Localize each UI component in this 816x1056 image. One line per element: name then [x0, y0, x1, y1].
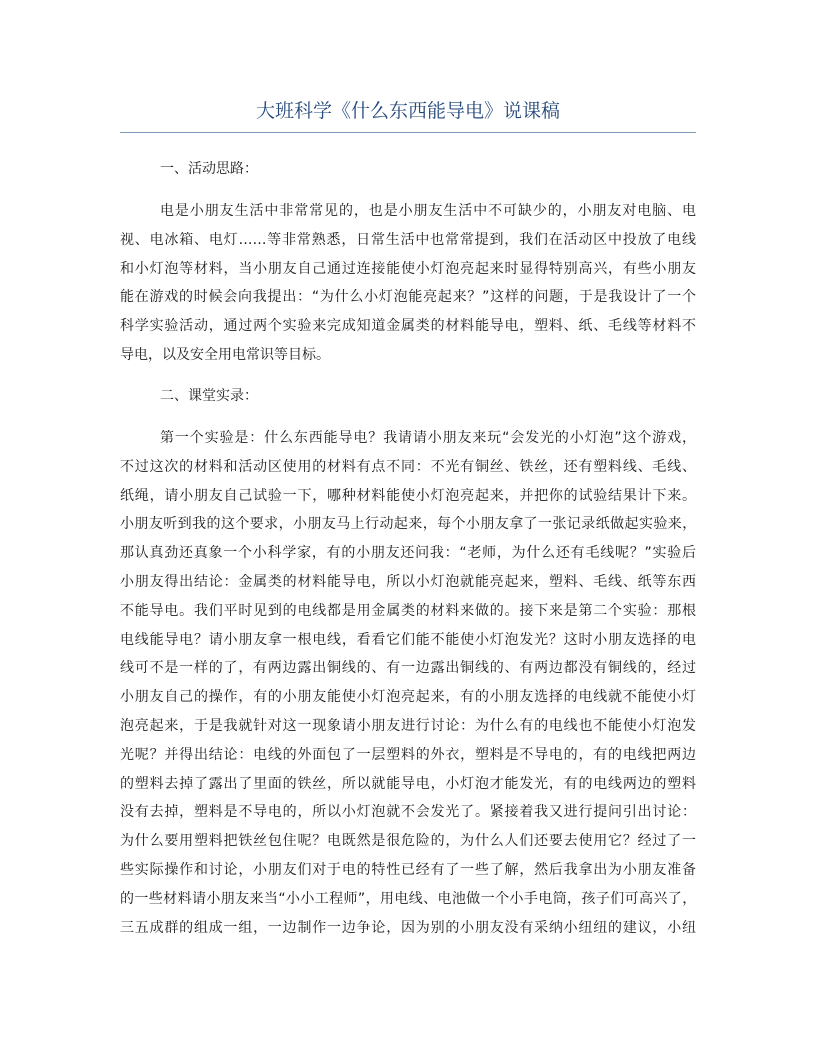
paragraph-line: 小朋友自己的操作，有的小朋友能使小灯泡亮起来，有的小朋友选择的电线就不能使小灯 — [120, 689, 696, 706]
paragraph-line: 的一些材料请小朋友来当“小小工程师”，用电线、电池做一个小手电筒，孩子们可高兴了， — [120, 890, 696, 907]
paragraph-line: 的塑料去掉了露出了里面的铁丝，所以就能导电，小灯泡才能发光，有的电线两边的塑料 — [120, 775, 696, 792]
paragraph-line: 能在游戏的时候会向我提出：“为什么小灯泡能亮起来？”这样的问题，于是我设计了一个 — [120, 289, 696, 306]
paragraph-line: 电是小朋友生活中非常常见的，也是小朋友生活中不可缺少的，小朋友对电脑、电 — [160, 203, 696, 219]
document-title: 大班科学《什么东西能导电》说课稿 — [255, 100, 560, 122]
paragraph-line: 小朋友听到我的这个要求，小朋友马上行动起来，每个小朋友拿了一张记录纸做起实验来， — [120, 516, 696, 533]
paragraph-line: 第一个实验是：什么东西能导电？我请请小朋友来玩“会发光的小灯泡”这个游戏， — [160, 430, 696, 446]
paragraph-line: 线可不是一样的了，有两边露出铜线的、有一边露出铜线的、有两边都没有铜线的，经过 — [120, 660, 696, 677]
paragraph-line: 和小灯泡等材料，当小朋友自己通过连接能使小灯泡亮起来时显得特别高兴，有些小朋友 — [120, 260, 696, 277]
paragraph-line: 那认真劲还真象一个小科学家，有的小朋友还问我：“老师，为什么还有毛线呢？”实验后 — [120, 545, 696, 562]
paragraph-line: 小朋友得出结论：金属类的材料能导电，所以小灯泡就能亮起来，塑料、毛线、纸等东西 — [120, 573, 696, 590]
paragraph-line: 三五成群的组成一组，一边制作一边争论，因为别的小朋友没有采纳小纽纽的建议，小纽 — [120, 919, 696, 936]
title-underline — [120, 132, 696, 133]
paragraph-line: 不能导电。我们平时见到的电线都是用金属类的材料来做的。接下来是第二个实验：那根 — [120, 602, 696, 619]
paragraph-line: 视、电冰箱、电灯……等非常熟悉，日常生活中也常常提到，我们在活动区中投放了电线 — [120, 231, 696, 248]
section-heading-class-record: 二、课堂实录： — [160, 388, 258, 404]
paragraph-activity-idea — [120, 197, 696, 370]
paragraph-line: 没有去掉，塑料是不导电的，所以小灯泡就不会发光了。紧接着我又进行提问引出讨论： — [120, 804, 696, 821]
paragraph-line: 不过这次的材料和活动区使用的材料有点不同：不光有铜丝、铁丝，还有塑料线、毛线、 — [120, 458, 696, 475]
section-heading-activity-idea: 一、活动思路： — [160, 161, 258, 177]
paragraph-line: 些实际操作和讨论，小朋友们对于电的特性已经有了一些了解，然后我拿出为小朋友准备 — [120, 861, 696, 878]
paragraph-line: 电线能导电？请小朋友拿一根电线，看看它们能不能使小灯泡发光？这时小朋友选择的电 — [120, 631, 696, 648]
paragraph-class-record — [120, 424, 696, 942]
paragraph-line: 科学实验活动，通过两个实验来完成知道金属类的材料能导电，塑料、纸、毛线等材料不 — [120, 318, 696, 335]
paragraph-line: 为什么要用塑料把铁丝包住呢？电既然是很危险的，为什么人们还要去使用它？经过了一 — [120, 833, 696, 850]
paragraph-line: 纸绳，请小朋友自己试验一下，哪种材料能使小灯泡亮起来，并把你的试验结果计下来。 — [120, 487, 696, 504]
paragraph-line: 泡亮起来，于是我就针对这一现象请小朋友进行讨论：为什么有的电线也不能使小灯泡发 — [120, 717, 696, 734]
paragraph-line: 导电，以及安全用电常识等目标。 — [120, 346, 330, 363]
paragraph-line: 光呢？并得出结论：电线的外面包了一层塑料的外衣，塑料是不导电的，有的电线把两边 — [120, 746, 696, 763]
